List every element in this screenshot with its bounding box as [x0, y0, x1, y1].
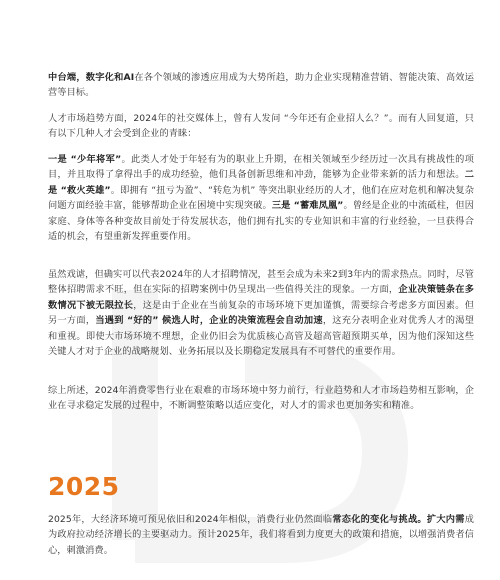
- bold-type-1: 一是 “少年将军”: [48, 154, 122, 165]
- bold-decision-accelerate: 当遇到 “好的” 候选人时，企业的决策流程会自动加速: [95, 315, 323, 327]
- paragraph-recruitment-status: [48, 267, 474, 359]
- paragraph-text: 人才市场趋势方面，2024年的社交媒体上，曾有人发问 “今年还有企业招人么？”。而有人回复道，只有以下几种人才会受到企业的青睐：: [48, 113, 474, 140]
- paragraph-text: ，这是由于企业在当前复杂的市场环境下更加谨慎，需要综合考虑多方面因素。但另一方面，: [48, 299, 474, 327]
- paragraph-text: 虽然戏谑，但确实可以代表2024年的人才招聘情况，甚至会成为未来2到3年内的需求热点。同时，尽管整体招聘需求不旺，但在实际的招聘案例中仍呈现出一些值得关注的现象。一方面，: [48, 269, 474, 296]
- paragraph-text: 成为政府拉动经济增长的主要驱动力。预计2025年，我们将看到力度更大的政策和措施，以增强消费者信心，刺激消费。: [48, 514, 474, 556]
- paragraph-talent-types: [48, 152, 474, 244]
- paragraph-summary: [48, 383, 474, 414]
- paragraph-talent-trend-intro: [48, 111, 474, 142]
- bold-type-3: 三是 “蓄难凤凰”: [271, 200, 344, 212]
- paragraph-text: 。即拥有 “扭亏为盈”、“转危为机” 等突出职业经历的人才，他们在应对危机和解决复杂问题方面经验丰富，能够帮助企业在困境中实现突破。: [48, 184, 475, 212]
- paragraph-text: ，这充分表明企业对优秀人才的渴望和重视。即使大市场环境不理想，企业仍旧会为优质核心高管及超高管超预期买单，因为他们深知这些关键人才对于企业的战略规划、业务拓展以及长期稳定发展具有不可替代的重要作用。: [48, 315, 475, 358]
- paragraph-digital-ai: [48, 70, 474, 101]
- bold-decision-chain: 企业决策链条在多数情况下被无限拉长: [48, 284, 474, 311]
- paragraph-2025-outlook: [48, 512, 474, 558]
- bold-lead: 中台端，数字化和AI: [48, 72, 135, 83]
- section-year-heading: 2025: [48, 472, 120, 501]
- bold-challenge: 常态化的变化与挑战。扩大内需: [332, 514, 465, 525]
- paragraph-text: 在各个领域的渗透应用成为大势所趋，助力企业实现精准营销、智能决策、高效运营等目标。: [48, 72, 474, 99]
- paragraph-text: 。曾经是企业的中流砥柱，但因家庭、身体等各种变故目前处于待发展状态，他们拥有扎实的专业知识和丰富的行业经验，一旦获得合适的机会，有望重新发挥重要作用。: [48, 200, 474, 243]
- paragraph-text: 2025年，大经济环境可预见依旧和2024年相似，消费行业仍然面临: [48, 514, 333, 525]
- paragraph-text: 综上所述，2024年消费零售行业在艰难的市场环境中努力前行，行业趋势和人才市场趋势相互影响，企业在寻求稳定发展的过程中，不断调整策略以适应变化，对人才的需求也更加务实和精准。: [48, 385, 474, 412]
- bold-type-2: 二是 “救火英雄”: [48, 169, 474, 196]
- paragraph-text: 。此类人才处于年轻有为的职业上升期，在相关领域至少经历过一次具有挑战性的项目，并且取得了拿得出手的成功经验，他们具备创新思维和冲劲，能够为企业带来新的活力和想法。: [48, 154, 474, 181]
